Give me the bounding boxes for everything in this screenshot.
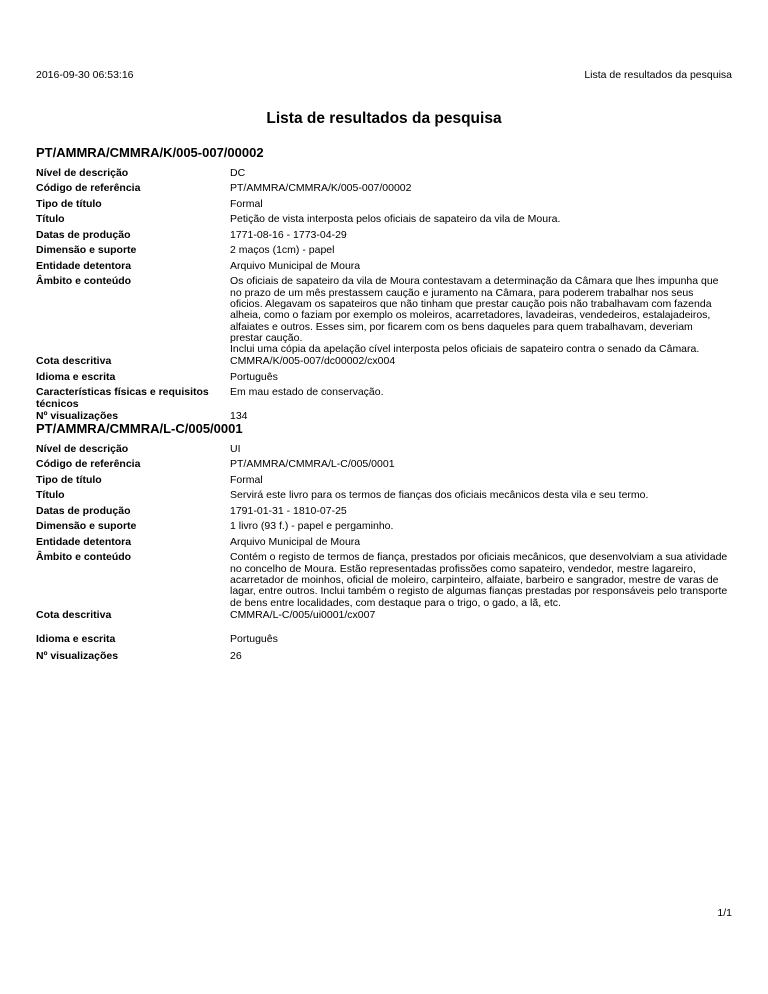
field-label: Dimensão e suporte <box>36 520 137 533</box>
record-heading: PT/AMMRA/CMMRA/L-C/005/0001 <box>36 421 243 436</box>
field-label: Idioma e escrita <box>36 633 116 646</box>
field-label: Datas de produção <box>36 504 131 517</box>
field-label: Nº visualizações <box>36 650 119 663</box>
field-row <box>36 168 732 183</box>
field-label: Datas de produção <box>36 228 131 241</box>
field-value: PT/AMMRA/CMMRA/L-C/005/0001 <box>230 458 395 471</box>
field-row <box>36 475 732 490</box>
field-value: Português <box>230 633 278 646</box>
field-value: UI <box>230 443 241 455</box>
field-row <box>36 610 732 634</box>
field-label: Entidade detentora <box>36 535 132 548</box>
field-label: Idioma e escrita <box>36 370 116 383</box>
field-value: 1791-01-31 - 1810-07-25 <box>230 504 347 517</box>
running-title: Lista de resultados da pesquisa <box>584 69 732 81</box>
field-label: Cota descritiva <box>36 608 112 621</box>
field-label: Tipo de título <box>36 473 102 486</box>
field-row <box>36 356 732 371</box>
field-value: DC <box>230 167 246 179</box>
field-label: Código de referência <box>36 458 141 471</box>
field-value: PT/AMMRA/CMMRA/K/005-007/00002 <box>230 182 412 195</box>
field-row <box>36 199 732 214</box>
field-label: Entidade detentora <box>36 259 132 272</box>
field-value: Contém o registo de termos de fiança, prestados por oficiais mecânicos, que desenvolviam a sua atividade no concelho de Moura. Estão representadas profissões como sapateiro, vendedor, mestre lagareiro, acarretador de moinhos, oficial de moleiro, carpinteiro, alfaiate, barbeiro e sangrador, mestre de varas de lagar, entre outros. Inclui também o registo de algumas fianças prestadas por responsáveis pelo transporte de bens entre localidades, com destaque para o trigo, o gado, a lã, etc. <box>230 551 728 609</box>
field-label: Nº visualizações <box>36 410 119 423</box>
field-row <box>36 651 732 666</box>
field-label: Âmbito e conteúdo <box>36 275 132 288</box>
page-number: 1/1 <box>717 907 732 919</box>
field-row <box>36 372 732 387</box>
field-label: Título <box>36 213 65 226</box>
field-label: Tipo de título <box>36 197 102 210</box>
field-value: 2 maços (1cm) - papel <box>230 244 335 257</box>
field-label: Cota descritiva <box>36 355 112 368</box>
field-label: Nível de descrição <box>36 167 129 179</box>
field-row <box>36 183 732 198</box>
field-value: Petição de vista interposta pelos oficiais de sapateiro da vila de Moura. <box>230 213 561 226</box>
field-row <box>36 552 732 609</box>
field-value: 1 livro (93 f.) - papel e pergaminho. <box>230 520 394 533</box>
field-value: Servirá este livro para os termos de fianças dos oficiais mecânicos desta vila e seu termo. <box>230 489 649 502</box>
field-row <box>36 444 732 459</box>
field-value: CMMRA/L-C/005/ui0001/cx007 <box>230 608 376 621</box>
field-value: Formal <box>230 197 263 210</box>
field-label: Código de referência <box>36 182 141 195</box>
field-row <box>36 214 732 229</box>
field-value: Os oficiais de sapateiro da vila de Moura contestavam a determinação da Câmara que lhes impunha que no prazo de um mês prestassem caução e juramento na Câmara, para poderem trabalhar nos seus oficios. Alegavam os sapateiros que não tinham que prestar caução pois não trabalhavam com fazenda alheia, como o faziam por exemplo os moleiros, acarretadores, lavadeiras, vendedeiros, estalajadeiros, alfaiates e outros. Esses sim, por ficarem com os bens daqueles para quem trabalhavam, deveriam prestar caução. Inclui uma cópia da apelação cível interposta pelos oficiais de sapateiro contra o senado da Câmara. <box>230 275 719 356</box>
field-row <box>36 634 732 651</box>
field-row <box>36 276 732 356</box>
record-heading: PT/AMMRA/CMMRA/K/005-007/00002 <box>36 145 264 160</box>
field-row <box>36 490 732 505</box>
field-value: 1771-08-16 - 1773-04-29 <box>230 228 347 241</box>
field-value: CMMRA/K/005-007/dc00002/cx004 <box>230 355 396 368</box>
field-label: Características físicas e requisitos técnicos <box>36 386 209 410</box>
field-value: 26 <box>230 650 242 663</box>
field-value: Em mau estado de conservação. <box>230 386 384 399</box>
field-value: Arquivo Municipal de Moura <box>230 259 361 272</box>
field-label: Dimensão e suporte <box>36 244 137 257</box>
field-row <box>36 459 732 474</box>
print-timestamp: 2016-09-30 06:53:16 <box>36 69 134 81</box>
record <box>36 145 732 427</box>
field-value: Formal <box>230 473 263 486</box>
field-row <box>36 387 732 411</box>
field-value: Arquivo Municipal de Moura <box>230 535 361 548</box>
field-row <box>36 537 732 552</box>
record <box>36 421 732 667</box>
field-value: 134 <box>230 410 248 423</box>
field-row <box>36 521 732 536</box>
field-label: Título <box>36 489 65 502</box>
field-row <box>36 230 732 245</box>
field-row <box>36 261 732 276</box>
field-row <box>36 506 732 521</box>
page-header <box>36 68 732 82</box>
record-fields <box>36 168 732 427</box>
field-label: Âmbito e conteúdo <box>36 551 132 564</box>
field-value: Português <box>230 370 278 383</box>
document-title: Lista de resultados da pesquisa <box>266 110 502 127</box>
field-row <box>36 245 732 260</box>
field-label: Nível de descrição <box>36 443 129 455</box>
record-fields <box>36 444 732 667</box>
